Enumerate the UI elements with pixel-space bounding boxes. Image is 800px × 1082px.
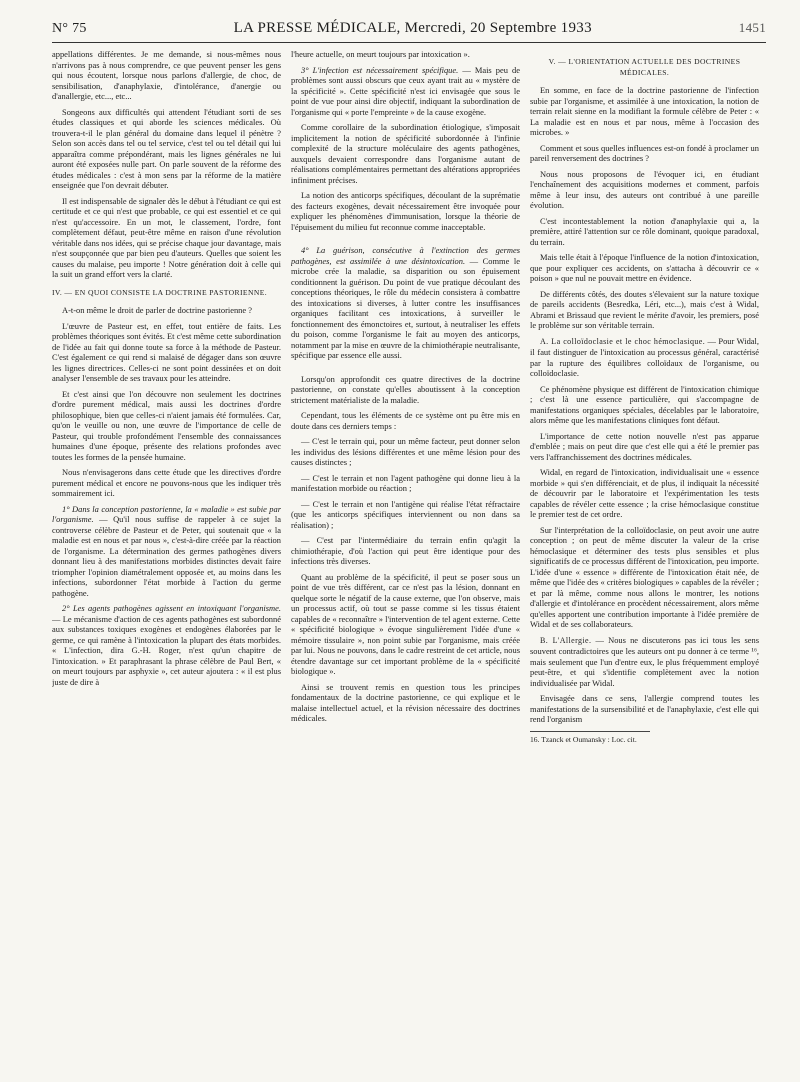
column-3 — [530, 49, 759, 1079]
directive-text: — Comme le microbe crée la maladie, sa disparition ou son épuisement conditionnent la guérison. Du point de vue pratique découlant des conceptions théoriques, le rôle du médecin consistera à combattre des intoxications si diverses, à lutter contre les insuffisances organiques facilitant ces intoxications, à surveiller le fonctionnement des émonctoires et, surtout, à neutraliser les effets du poison, comme l'organisme le fait au moyen des anticorps, notamment par la mise en œuvre de la chimiothérapie neutralisante, spécifique par essence elle aussi. — [291, 255, 520, 360]
paragraph: De différents côtés, des doutes s'élevaient sur la nature toxique de pareils accidents (Besredka, Léri, etc...), mais c'est à Widal, Abrami et Brissaud que revient le mérite d'avoir, les premiers, posé le problème sur son véritable terrain. — [530, 288, 759, 330]
paragraph: A-t-on même le droit de parler de doctrine pastorienne ? — [62, 305, 253, 315]
paragraph — [52, 603, 281, 687]
subsection-text: — Nous ne discuterons pas ici tous les sens souvent contradictoires que les auteurs ont pu donner à ce terme ¹⁶, mais seulement que l'un d'entre eux, le plus fréquemment employé peut-être, et qui s'identifie complètement avec la notion individualisée par Widal. — [530, 634, 759, 688]
paragraph: appellations différentes. Je me demande, si nous-mêmes nous n'arrivons pas à nous comprendre, ce que peuvent penser les gens qui nous écoutent, lorsque nous parlons d'allergie, de choc, de sensibilisation, d'anaphylaxie, d'intolérance, d'anergie ou d'anallergie, etc..., etc... — [52, 49, 281, 101]
subsection-text: — Pour Widal, il faut distinguer de l'intoxication au processus général, caractérisé par la rupture des équilibres colloïdaux de l'organisme, ou colloïdoclasie. — [530, 335, 759, 378]
paragraph: Ainsi se trouvent remis en question tous les principes fondamentaux de la doctrine pastorienne, ce qui explique et le malaise intellectuel actuel, et la révision nécessaire des doctrines médicales. — [291, 681, 520, 723]
paragraph: l'heure actuelle, on meurt toujours par intoxication ». — [291, 49, 470, 59]
directive-title: 4° La guérison, consécutive à l'extinction des germes pathogènes, est assimilée à une désintoxication. — [291, 245, 520, 266]
paragraph: Nous nous proposons de l'évoquer ici, en étudiant l'enchaînement des acquisitions modernes et comment, parfois même à leur insu, des auteurs ont contribué à une pareille évolution. — [530, 168, 759, 210]
paragraph: L'œuvre de Pasteur est, en effet, tout entière de faits. Les problèmes théoriques sont évités. Et c'est même cette subordination de l'idée au fait qui donne toute sa force à la méthode de Pasteur. C'est également ce qui rend si malaisé de dégager dans son œuvre les lignes directrices. Celles-ci ne sont point dessinées et on doit analyser l'ensemble de ses travaux pour les atteindre. — [52, 320, 281, 383]
subsection-heading-a: A. La colloïdoclasie et le choc hémoclasique. — [540, 336, 706, 346]
paragraph: C'est incontestablement la notion d'anaphylaxie qui a, la première, attiré l'attention sur ce rôle dominant, quoique paradoxal, du terrain. — [530, 215, 759, 247]
paragraph — [530, 336, 759, 379]
paragraph: Mais telle était à l'époque l'influence de la notion d'intoxication, que pour expliquer ces accidents, on s'attacha à découvrir ce « poison » que nul ne pouvait mettre en évidence. — [530, 252, 759, 283]
footnote-rule — [530, 731, 650, 732]
article-columns — [52, 49, 766, 1079]
paragraph: Il est indispensable de signaler dès le début à l'étudiant ce qui est certitude et ce qui n'est que probable, ce qui est essentiel et ce qui n'est qu'accessoire. En un mot, le classement, l'ordre, font complètement défaut, peut-être même en raison d'une révolution véritable dans nos idées, qui se précise chaque jour davantage, mais n'est soupçonnée que par bien peu d'auteurs. Quelles que soient les causes du malaise, peu importe ! Notre génération doit à celle qui la suit un grand effort vers la clarté. — [52, 195, 281, 279]
page-number: 1451 — [738, 20, 766, 35]
paragraph — [530, 635, 759, 689]
paragraph: Songeons aux difficultés qui attendent l'étudiant sorti de ses études classiques et qui aborde les sciences médicales. Où trouvera-t-il le plan général du domaine dans lequel il pénètre ? Selon son accès dans tel ou tel service, c'est tel ou tel détail qui lui apparaîtra comme prépondérant, mais les lignes générales ne lui auront été exposées nulle part. On parle souvent de la réforme des études médicales : c'est à mon sens par la réforme de la matière enseignée que l'on devrait débuter. — [52, 106, 281, 190]
column-1 — [52, 49, 281, 1079]
section-heading-iv: IV. — EN QUOI CONSISTE LA DOCTRINE PASTORIENNE. — [52, 287, 268, 297]
paragraph: La notion des anticorps spécifiques, découlant de la suprématie des facteurs exogènes, devait nécessairement être invoquée pour expliquer les phénomènes d'immunisation, lorsque la théorie de l'épuisement du milieu fut reconnue comme inacceptable. — [291, 190, 520, 232]
paragraph: — C'est le terrain et non l'agent pathogène qui donne lieu à la manifestation morbide ou réaction ; — [291, 472, 520, 493]
paragraph: En somme, en face de la doctrine pastorienne de l'infection subie par l'organisme, et assimilée à une intoxication, la notion de terrain relait sienne en la modifiant la formule célèbre de Peter : « La maladie est en nous et par nous, même à l'occasion des microbes. » — [530, 85, 759, 137]
paragraph: Sur l'interprétation de la colloïdoclasie, on peut avoir une autre conception ; on peut de même discuter la valeur de la crise hémoclasique et déterminer des tests plus sensibles et plus significatifs de ce processus différent de l'intoxication, peu importe. L'idée d'une « essence » différente de l'intoxication était née, de même que l'idée des « critères biologiques » capables de la révéler ; et par là même, comme nous allons le montrer, les notions d'allergie et d'intolérance en procèdent nécessairement, alors même qu'elles apportent une contribution importante à l'idée première de Widal et de ses collaborateurs. — [530, 524, 759, 629]
column-2 — [291, 49, 520, 1079]
page-header — [52, 20, 766, 43]
issue-number: N° 75 — [52, 21, 87, 36]
directive-text: — Qu'il nous suffise de rappeler à ce sujet la controverse célèbre de Pasteur et de Peter, qui soutenait que « la maladie est en nous et par nous », c'est-à-dire créée par la réaction de l'organisme. La détermination des germes pathogènes divers donnant lieu à des manifestations morbides distinctes devait faire triompher l'opinion diamétralement opposée et, au moins dans les infections, subordonner l'état morbide à l'action du germe pathogène. — [52, 514, 281, 598]
paragraph: Ce phénomène physique est différent de l'intoxication chimique ; c'est là une essence particulière, qui s'accompagne de manifestations organiques spéciales, décelables par le laboratoire, alors même que les manifestations cliniques font défaut. — [530, 383, 759, 425]
paragraph: Widal, en regard de l'intoxication, individualisait une « essence morbide » qui s'en différenciait, et de plus, il indiquait la nécessité de découvrir par le laboratoire et l'expérimentation les tests capables de révéler cette essence ; la crise hémoclasique constitue le premier test de cet ordre. — [530, 467, 759, 519]
paragraph: Cependant, tous les éléments de ce système ont pu être mis en doute dans ces derniers temps : — [291, 410, 520, 431]
paragraph: — C'est le terrain et non l'antigène qui réalise l'état réfractaire (que les anticorps spécifiques interviennent ou non dans sa réalisation) ; — [291, 498, 520, 530]
paragraph: — C'est par l'intermédiaire du terrain enfin qu'agit la chimiothérapie, d'où l'action qui peut être identique pour des infections très diverses. — [291, 535, 520, 566]
paragraph: Nous n'envisagerons dans cette étude que les directives d'ordre purement médical et encore ne pouvons-nous que les indiquer très sommairement ici. — [52, 467, 281, 498]
paragraph: Comme corollaire de la subordination étiologique, s'imposait implicitement la notion de spécificité subordonnée à l'infinie complexité de la structure moléculaire des agents pathogènes, auxquels devaient correspondre dans l'organisme autant de réalisations complémentaires permettant des altérations appropriées infiniment précises. — [291, 122, 520, 185]
paragraph — [291, 245, 520, 361]
subsection-heading-b: B. L'Allergie. — [540, 635, 592, 645]
directive-text: — Mais peu de problèmes sont aussi obscurs que ceux ayant trait au « mystère de la spécificité ». Cette spécificité n'est ici envisagée que sous le point de vue pour ainsi dire objectif, indiquant la subordination de l'organisme qui « porte l'empreinte » de la cause exogène. — [291, 64, 520, 117]
paragraph: Comment et sous quelles influences est-on fondé à proclamer un pareil renversement des doctrines ? — [530, 142, 759, 163]
section-heading-v: V. — L'ORIENTATION ACTUELLE DES DOCTRINES MÉDICALES. — [548, 57, 741, 77]
directive-title: 2° Les agents pathogènes agissent en intoxiquant l'organisme. — [62, 603, 281, 613]
paragraph: Lorsqu'on approfondit ces quatre directives de la doctrine pastorienne, on constate qu'elles aboutissent à la conception strictement matérialiste de la maladie. — [291, 373, 520, 405]
paragraph: — C'est le terrain qui, pour un même facteur, peut donner selon les individus des lésions différentes et une même lésion pour des causes distinctes ; — [291, 436, 520, 467]
masthead-title: LA PRESSE MÉDICALE, Mercredi, 20 Septembre 1933 — [233, 20, 592, 36]
paragraph — [291, 65, 520, 118]
directive-text: — Le mécanisme d'action de ces agents pathogènes est subordonné aux substances toxiques exogènes et endogènes élaborées par le germe, ce qui ramène à l'intoxication la plupart des états morbides. « L'infection, dira G.-H. Roger, n'est qu'un chapitre de l'intoxication. » Et paraphrasant la phrase célèbre de Paul Bert, « on meurt toujours par asphyxie », cet auteur ajoutera : « il est plus juste de dire à — [52, 613, 281, 687]
paragraph — [52, 504, 281, 599]
paragraph: Envisagée dans ce sens, l'allergie comprend toutes les manifestations de la sursensibilité et de l'anaphylaxie, c'est elle qui rend l'organism — [530, 693, 759, 724]
footnote: 16. Tzanck et Oumansky : Loc. cit. — [530, 734, 637, 744]
paragraph: L'importance de cette notion nouvelle n'est pas apparue d'emblée ; mais on peut dire que c'est elle qui a été le premier pas vers l'affranchissement des doctrines médicales. — [530, 430, 759, 462]
directive-title: 3° L'infection est nécessairement spécifique. — [301, 64, 459, 75]
paragraph: Et c'est ainsi que l'on découvre non seulement les doctrines d'ordre purement médical, mais aussi les doctrines d'ordre philosophique, bien que celles-ci n'aient jamais été formulées. Car, qu'on le veuille ou non, une œuvre de l'importance de celle de Pasteur, qui trouble profondément l'ensemble des connaissances humaines d'une époque, présente des relations profondes avec toutes les formes de la pensée humaine. — [52, 388, 281, 462]
paragraph: Quant au problème de la spécificité, il peut se poser sous un point de vue très différent, car ce n'est pas la lésion, donnant en quelque sorte le négatif de la cause externe, que l'on observe, mais un processus actif, où tout se passe comme si les tissus étaient capables de « reconnaître » l'intervention de tel agent externe. Cette « spécificité biologique » évoque singulièrement l'idée d'une « mémoire tissulaire », non point subie par l'organisme, mais créée par lui. Nous ne pouvons, dans le cadre restreint de cet article, nous étendre davantage sur cet important problème de la « spécificité biologique ». — [291, 571, 520, 676]
directive-title: 1° Dans la conception pastorienne, la « maladie » est subie par l'organisme. — [52, 503, 281, 524]
